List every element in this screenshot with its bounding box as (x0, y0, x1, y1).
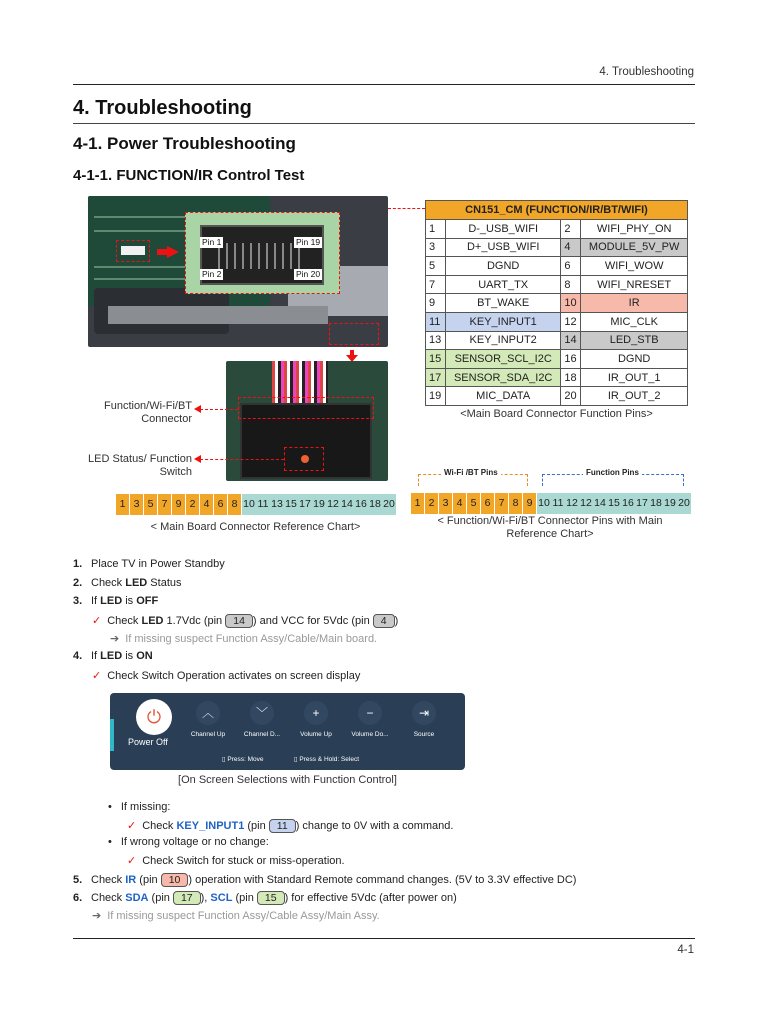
subsection-title: 4-1-1. FUNCTION/IR Control Test (73, 167, 305, 184)
pin-signal: D+_USB_WIFI (446, 238, 561, 257)
ref-pin-cell: 6 (481, 493, 495, 514)
callout-leader (200, 459, 284, 460)
ref-pin-cell: 15 (284, 494, 298, 515)
pin-number: 7 (426, 275, 446, 294)
main-chart-caption: < Main Board Connector Reference Chart> (150, 521, 361, 533)
ref-pin-cell: 11 (256, 494, 270, 515)
callout-line-2: Connector (141, 413, 192, 425)
cable-highlight-box (329, 323, 379, 345)
osd-volume-down[interactable] (342, 693, 398, 751)
chapter-rule (73, 123, 695, 124)
pin-signal: KEY_INPUT2 (446, 331, 561, 350)
page-number: 4-1 (677, 944, 694, 956)
pin-signal: UART_TX (446, 275, 561, 294)
pin-pill: 4 (373, 614, 395, 628)
step-1: 1. Place TV in Power Standby (73, 558, 225, 570)
ref-pin-cell: 8 (228, 494, 242, 515)
pin-signal: SENSOR_SCL_I2C (446, 350, 561, 369)
on-screen-display (110, 693, 465, 770)
pin-signal: LED_STB (581, 331, 688, 350)
check-mark-icon: ✓ (92, 615, 102, 627)
osd-label: Channel Up (190, 731, 226, 738)
pin-row (426, 387, 688, 406)
pin-signal: MIC_DATA (446, 387, 561, 406)
main-reference-chart (116, 494, 396, 515)
connector-callout (80, 400, 192, 426)
pin-table (425, 200, 688, 406)
pin-signal: D-_USB_WIFI (446, 220, 561, 239)
ref-pin-cell: 12 (326, 494, 340, 515)
bullet-wrong-voltage: • If wrong voltage or no change: (108, 836, 269, 848)
ref-pin-cell: 4 (200, 494, 214, 515)
arrow-right-icon: ➔ (92, 910, 102, 922)
pin-pill: 10 (161, 873, 189, 887)
osd-hint-move: ▯ Press: Move (222, 756, 264, 763)
pin-signal: MIC_CLK (581, 312, 688, 331)
step-3: 3. If LED is OFF (73, 595, 159, 607)
pin-number: 15 (426, 350, 446, 369)
pin-pill: 15 (257, 891, 285, 905)
ref-pin-cell: 19 (312, 494, 326, 515)
pin-number: 19 (426, 387, 446, 406)
chapter-title: 4. Troubleshooting (73, 97, 252, 119)
pin-number: 2 (561, 220, 581, 239)
pin19-label: Pin 19 (296, 237, 321, 247)
ref-pin-cell: 5 (144, 494, 158, 515)
power-icon[interactable]: ⏻ (136, 699, 172, 735)
chevron-up-icon: ︿ (196, 701, 220, 725)
ref-pin-cell: 14 (593, 493, 607, 514)
pin-pill: 14 (225, 614, 253, 628)
main-board-photo (88, 196, 388, 347)
ref-pin-cell: 18 (368, 494, 382, 515)
connector-pins (218, 243, 306, 269)
osd-label: Channel D... (243, 731, 281, 738)
pin-number: 13 (426, 331, 446, 350)
pin-signal: DGND (446, 257, 561, 276)
ref-pin-cell: 16 (354, 494, 368, 515)
osd-label: Source (413, 731, 435, 738)
ref-pin-cell: 7 (158, 494, 172, 515)
check-mark-icon: ✓ (92, 670, 102, 682)
pin-signal: DGND (581, 350, 688, 369)
ref-pin-cell: 7 (495, 493, 509, 514)
pin-row (426, 368, 688, 387)
ref-pin-cell: 13 (270, 494, 284, 515)
ref-pin-cell: 17 (635, 493, 649, 514)
pin-row (426, 294, 688, 313)
pin-table-caption: <Main Board Connector Function Pins> (460, 408, 653, 420)
check-mark-icon: ✓ (127, 855, 137, 867)
pin-signal: WIFI_WOW (581, 257, 688, 276)
minus-icon: − (358, 701, 382, 725)
pin-number: 18 (561, 368, 581, 387)
ref-pin-cell: 20 (382, 494, 396, 515)
step-6: 6. Check SDA (pin 17 ), SCL (pin 15 ) for effective 5Vdc (after power on) (73, 892, 457, 904)
callout-line-1: LED Status/ Function (88, 453, 192, 465)
function-chart-caption (420, 515, 680, 541)
ref-pin-cell: 2 (425, 493, 439, 514)
pin-number: 3 (426, 238, 446, 257)
ref-pin-cell: 14 (340, 494, 354, 515)
arrow-right-icon: ➔ (110, 633, 120, 645)
pin-number: 5 (426, 257, 446, 276)
zoom-arrow-icon (167, 246, 179, 258)
pin-row (426, 331, 688, 350)
callout-line-1: Function/Wi-Fi/BT (103, 400, 192, 412)
ref-pin-cell: 1 (411, 493, 425, 514)
osd-channel-up[interactable] (180, 693, 236, 751)
pin-signal: MODULE_5V_PW (581, 238, 688, 257)
board-connector (121, 246, 145, 255)
chevron-down-icon: ﹀ (250, 701, 274, 725)
function-board-photo (226, 361, 388, 481)
pin-pill: 17 (173, 891, 201, 905)
section-title: 4-1. Power Troubleshooting (73, 134, 296, 153)
osd-volume-up[interactable] (288, 693, 344, 751)
osd-accent (110, 719, 114, 751)
step-2: 2. Check LED Status (73, 577, 182, 589)
source-icon: ⇥ (412, 701, 436, 725)
connector-zoom (185, 212, 340, 294)
plus-icon: + (304, 701, 328, 725)
bullet-1-check: ✓ Check KEY_INPUT1 (pin 11 ) change to 0V with a command. (127, 820, 454, 832)
step-3-check: ✓ Check LED 1.7Vdc (pin 14 ) and VCC for 5Vdc (pin 4 ) (92, 615, 399, 627)
led-indicator (301, 455, 309, 463)
ref-pin-cell: 8 (509, 493, 523, 514)
caption-line-2: Reference Chart> (506, 528, 594, 540)
ref-pin-cell: 6 (214, 494, 228, 515)
callout-line-2: Switch (159, 466, 192, 478)
ref-pin-cell: 10 (242, 494, 256, 515)
pin-signal: WIFI_NRESET (581, 275, 688, 294)
ref-pin-cell: 9 (172, 494, 186, 515)
ref-pin-cell: 15 (607, 493, 621, 514)
ref-pin-cell: 19 (663, 493, 677, 514)
pin-row (426, 275, 688, 294)
step-3-note: ➔ If missing suspect Function Assy/Cable/Main board. (110, 633, 378, 645)
osd-caption: [On Screen Selections with Function Control] (178, 774, 397, 786)
osd-source[interactable] (396, 693, 452, 751)
pin-signal: WIFI_PHY_ON (581, 220, 688, 239)
step-6-note: ➔ If missing suspect Function Assy/Cable Assy/Main Assy. (92, 910, 380, 922)
pin-signal: KEY_INPUT1 (446, 312, 561, 331)
ref-pin-cell: 4 (453, 493, 467, 514)
pin-number: 10 (561, 294, 581, 313)
osd-hint-hold: ▯ Press & Hold: Select (294, 756, 359, 763)
pin-row (426, 238, 688, 257)
bullet-2-check: ✓ Check Switch for stuck or miss-operation. (127, 855, 345, 867)
wifi-pins-label: Wi-Fi /BT Pins (441, 468, 501, 477)
pin-row (426, 312, 688, 331)
ref-pin-cell: 2 (186, 494, 200, 515)
step-4-check: ✓ Check Switch Operation activates on screen display (92, 670, 361, 682)
step-4: 4. If LED is ON (73, 650, 153, 662)
pin20-label: Pin 20 (296, 269, 321, 279)
check-mark-icon: ✓ (127, 820, 137, 832)
step-5: 5. Check IR (pin 10 ) operation with Standard Remote command changes. (5V to 3.3V effective DC) (73, 874, 577, 886)
ref-pin-cell: 20 (677, 493, 691, 514)
leader-line (388, 208, 425, 209)
pin-row (426, 220, 688, 239)
connector-highlight-box (238, 397, 374, 419)
pin-number: 16 (561, 350, 581, 369)
chassis-strip (108, 306, 328, 324)
ref-pin-cell: 9 (523, 493, 537, 514)
pin1-label: Pin 1 (202, 237, 222, 247)
pin-row (426, 350, 688, 369)
pin-number: 4 (561, 238, 581, 257)
pin-number: 1 (426, 220, 446, 239)
power-off-label: Power Off (128, 737, 168, 747)
footer-rule (73, 938, 695, 939)
ref-pin-cell: 17 (298, 494, 312, 515)
pin2-label: Pin 2 (202, 269, 222, 279)
down-arrow-icon (346, 349, 358, 361)
bullet-if-missing: • If missing: (108, 801, 171, 813)
zoom-arrow-shaft (157, 249, 167, 255)
pin-pill: 11 (269, 819, 296, 833)
header-rule (73, 84, 695, 85)
ref-pin-cell: 12 (565, 493, 579, 514)
osd-channel-down[interactable] (234, 693, 290, 751)
pin-signal: IR_OUT_2 (581, 387, 688, 406)
pin-number: 17 (426, 368, 446, 387)
pin-number: 9 (426, 294, 446, 313)
function-pins-label: Function Pins (583, 468, 642, 477)
ref-pin-cell: 10 (537, 493, 551, 514)
pin-signal: BT_WAKE (446, 294, 561, 313)
ref-pin-cell: 3 (130, 494, 144, 515)
led-callout (60, 453, 192, 479)
ref-pin-cell: 1 (116, 494, 130, 515)
ref-pin-cell: 12 (579, 493, 593, 514)
pin-number: 8 (561, 275, 581, 294)
pin-number: 12 (561, 312, 581, 331)
pin-number: 14 (561, 331, 581, 350)
pin-row (426, 257, 688, 276)
osd-label: Volume Up (300, 731, 332, 738)
osd-label: Volume Do... (351, 731, 389, 738)
callout-leader (200, 409, 238, 410)
pin-signal: SENSOR_SDA_I2C (446, 368, 561, 387)
running-header: 4. Troubleshooting (599, 66, 694, 78)
pin-signal: IR_OUT_1 (581, 368, 688, 387)
ref-pin-cell: 18 (649, 493, 663, 514)
pin-number: 11 (426, 312, 446, 331)
pin-signal: IR (581, 294, 688, 313)
ref-pin-cell: 3 (439, 493, 453, 514)
ref-pin-cell: 11 (551, 493, 565, 514)
pin-number: 20 (561, 387, 581, 406)
pin-table-title: CN151_CM (FUNCTION/IR/BT/WIFI) (426, 201, 688, 220)
ref-pin-cell: 16 (621, 493, 635, 514)
function-reference-chart (411, 493, 691, 514)
ref-pin-cell: 5 (467, 493, 481, 514)
caption-line-1: < Function/Wi-Fi/BT Connector Pins with Main (437, 515, 663, 527)
pin-number: 6 (561, 257, 581, 276)
